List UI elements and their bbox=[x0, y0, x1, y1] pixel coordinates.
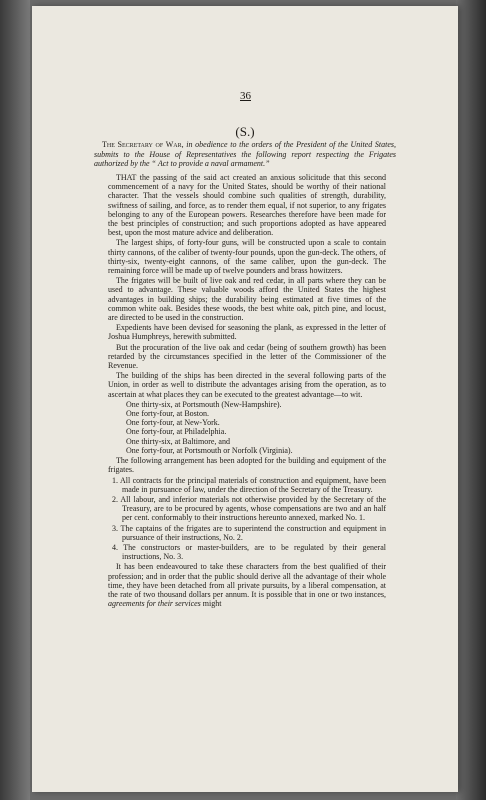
preamble-text: in obedience to the orders of the President of the United States, submits to the House of Representatives the following report respecting the Frigates authorized by the “ Act to provide a naval armament.” bbox=[94, 140, 396, 169]
list-item: One forty-four, at Portsmouth or Norfolk (Virginia). bbox=[126, 445, 293, 455]
preamble-lead: The Secretary of War, bbox=[102, 140, 184, 149]
paragraph: The largest ships, of forty-four guns, will be constructed upon a scale to contain thirty cannons, of the caliber of twenty-four pounds, upon the gun-deck. The others, of thirty-six, twenty-eight cannons, of the same caliber, upon the gun-deck. The remaining force will be made up of twelve pounders and brass howitzers. bbox=[108, 238, 386, 276]
closing-emphasis: agreements for their services bbox=[108, 599, 201, 609]
closing-tail: might bbox=[200, 599, 222, 609]
paragraph: The frigates will be built of live oak and red cedar, in all parts where they can be used to advantage. These valuable woods afford the United States the highest advantages in building ships; the durability being estimated at five times of the common white oak. Besides these woods, the best white oak, pitch pine, and locust, are directed to be used in the construction. bbox=[108, 276, 386, 323]
list-item: One forty-four, at Philadelphia. bbox=[126, 427, 227, 437]
paragraph: Expedients have been devised for seasoning the plank, as expressed in the letter of Joshua Humphreys, herewith submitted. bbox=[108, 323, 386, 342]
numbered-item: 2. All labour, and inferior materials not otherwise provided by the Secretary of the Treasury, are to be procured by agents, whose compensations are two and an half per cent. conformably to their instructions hereunto annexed, marked No. 1. bbox=[112, 494, 386, 523]
closing-text: It has been endeavoured to take these characters from the best qualified of their profession; and in order that the public should derive all the advantage of their whole time, they have been detached from all private pursuits, by a liberal compensation, at the rate of two thousand dollars per annum. It is possible that in one or two instances, bbox=[108, 562, 386, 599]
paragraph: The following arrangement has been adopted for the building and equipment of the frigates. bbox=[108, 456, 386, 475]
report-preamble bbox=[94, 140, 396, 169]
closing-paragraph bbox=[108, 562, 386, 608]
paragraph: THAT the passing of the said act created an anxious solicitude that this second commencement of a navy for the United States, should be worthy of their national character. That the vessels should combine such qualities of strength, durability, swiftness of sailing, and force, as to render them equal, if not superior, to any frigates belonging to any of the European powers. Researches therefore have been made for the best principles of construction; and such proportions adopted as have appeared best, upon the most mature advice and deliberation. bbox=[108, 173, 386, 238]
list-item: One forty-four, at Boston. bbox=[126, 409, 209, 419]
list-item: One thirty-six, at Portsmouth (New-Hampshire). bbox=[126, 399, 282, 409]
report-body bbox=[108, 173, 386, 609]
scanner-right-edge bbox=[456, 0, 486, 800]
numbered-item: 4. The constructors or master-builders, are to be regulated by their general instructions, No. 3. bbox=[112, 542, 386, 562]
list-item: One thirty-six, at Baltimore, and bbox=[126, 436, 230, 446]
page-number: 36 bbox=[240, 90, 251, 102]
scanner-left-edge bbox=[0, 0, 30, 800]
list-item: One forty-four, at New-York. bbox=[126, 418, 220, 428]
section-title: (S.) bbox=[235, 124, 255, 139]
shipyard-list bbox=[126, 400, 386, 455]
document-page bbox=[32, 6, 458, 792]
paragraph: But the procuration of the live oak and cedar (being of southern growth) has been retarded by the circumstances specified in the letter of the Commissioner of the Revenue. bbox=[108, 342, 386, 371]
numbered-item: 3. The captains of the frigates are to superintend the construction and equipment in pursuance of their instructions, No. 2. bbox=[112, 523, 386, 542]
paragraph: The building of the ships has been directed in the several following parts of the Union, in order as well to distribute the advantages arising from the operation, as to ascertain at what places they can be executed to the greatest advantage—to wit. bbox=[108, 371, 386, 399]
numbered-item: 1. All contracts for the principal materials of construction and equipment, have been made in pursuance of law, under the direction of the Secretary of the Treasury. bbox=[112, 475, 386, 494]
